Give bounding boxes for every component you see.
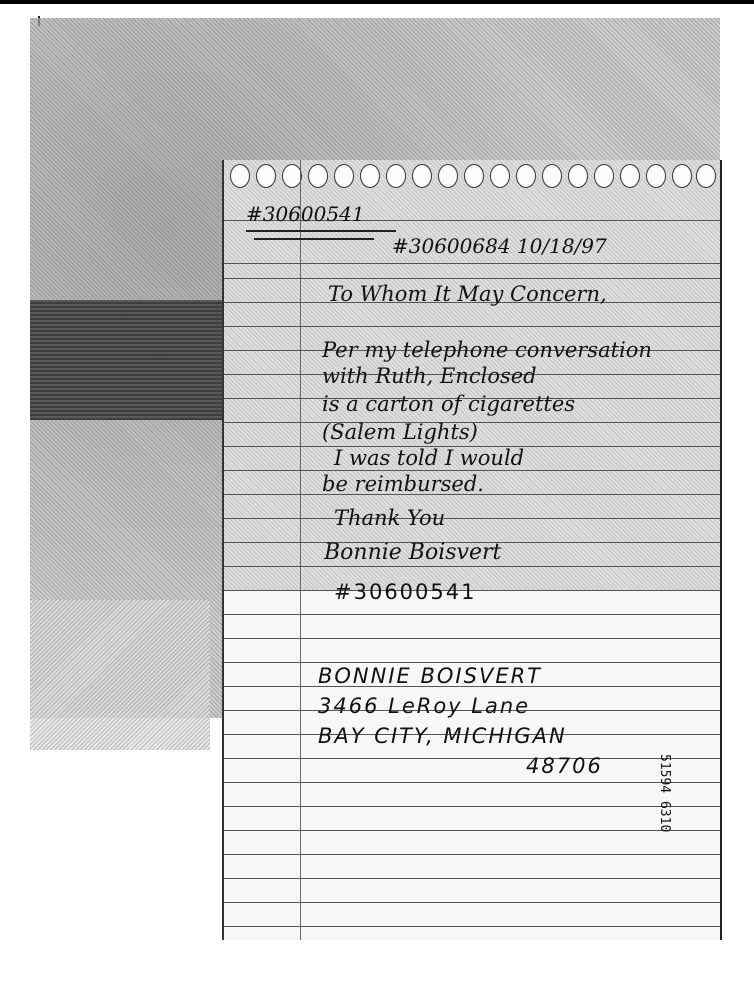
spiral-hole	[386, 164, 406, 188]
body-line-4: (Salem Lights)	[322, 420, 478, 444]
spiral-hole	[646, 164, 666, 188]
spiral-hole	[620, 164, 640, 188]
spiral-hole	[516, 164, 536, 188]
spiral-hole	[360, 164, 380, 188]
pad-margin-line	[300, 160, 301, 940]
spiral-hole	[438, 164, 458, 188]
spiral-hole	[334, 164, 354, 188]
body-line-2: with Ruth, Enclosed	[322, 364, 537, 388]
spiral-hole	[230, 164, 250, 188]
spiral-hole	[542, 164, 562, 188]
ruled-line	[224, 806, 720, 807]
ruled-line	[224, 518, 720, 519]
ruled-line	[224, 278, 720, 279]
body-line-6: be reimbursed.	[322, 472, 484, 496]
spiral-hole	[568, 164, 588, 188]
address-street: 3466 LeRoy Lane	[318, 694, 531, 718]
ruled-line	[224, 902, 720, 903]
spiral-hole	[308, 164, 328, 188]
spiral-hole	[490, 164, 510, 188]
reference-number-signature: #30600541	[334, 580, 477, 604]
ruled-line	[224, 614, 720, 615]
scan-speckle	[30, 600, 210, 750]
ruled-line	[224, 830, 720, 831]
spiral-hole	[256, 164, 276, 188]
body-line-3: is a carton of cigarettes	[322, 392, 576, 416]
address-name: BONNIE BOISVERT	[318, 664, 543, 688]
reference-underline	[254, 238, 374, 240]
spiral-hole	[282, 164, 302, 188]
reference-date-line: #30600684 10/18/97	[392, 234, 607, 258]
spiral-hole	[594, 164, 614, 188]
ruled-line	[224, 326, 720, 327]
document-stamp-id: 51594 6310	[657, 754, 672, 833]
reference-underline	[246, 230, 396, 232]
ruled-line	[224, 854, 720, 855]
signature: Bonnie Boisvert	[324, 540, 502, 565]
spiral-hole	[464, 164, 484, 188]
spiral-holes	[230, 164, 710, 188]
ruled-line	[224, 263, 720, 264]
ruled-line	[224, 470, 720, 471]
address-city-state: BAY CITY, MICHIGAN	[318, 724, 567, 748]
ruled-line	[224, 782, 720, 783]
salutation: To Whom It May Concern,	[328, 282, 607, 306]
scan-dark-band	[30, 300, 230, 420]
ruled-line	[224, 926, 720, 927]
reference-number-top: #30600541	[246, 202, 365, 226]
ruled-line	[224, 638, 720, 639]
ruled-line	[224, 878, 720, 879]
closing: Thank You	[334, 506, 446, 530]
address-zip: 48706	[526, 754, 603, 778]
body-line-1: Per my telephone conversation	[322, 338, 652, 362]
notepad-page	[222, 160, 722, 940]
spiral-hole	[412, 164, 432, 188]
spiral-hole	[696, 164, 716, 188]
body-line-5: I was told I would	[334, 446, 525, 470]
ruled-line	[224, 662, 720, 663]
ruled-line	[224, 566, 720, 567]
scan-top-edge	[0, 0, 754, 4]
ruled-line	[224, 758, 720, 759]
spiral-hole	[672, 164, 692, 188]
